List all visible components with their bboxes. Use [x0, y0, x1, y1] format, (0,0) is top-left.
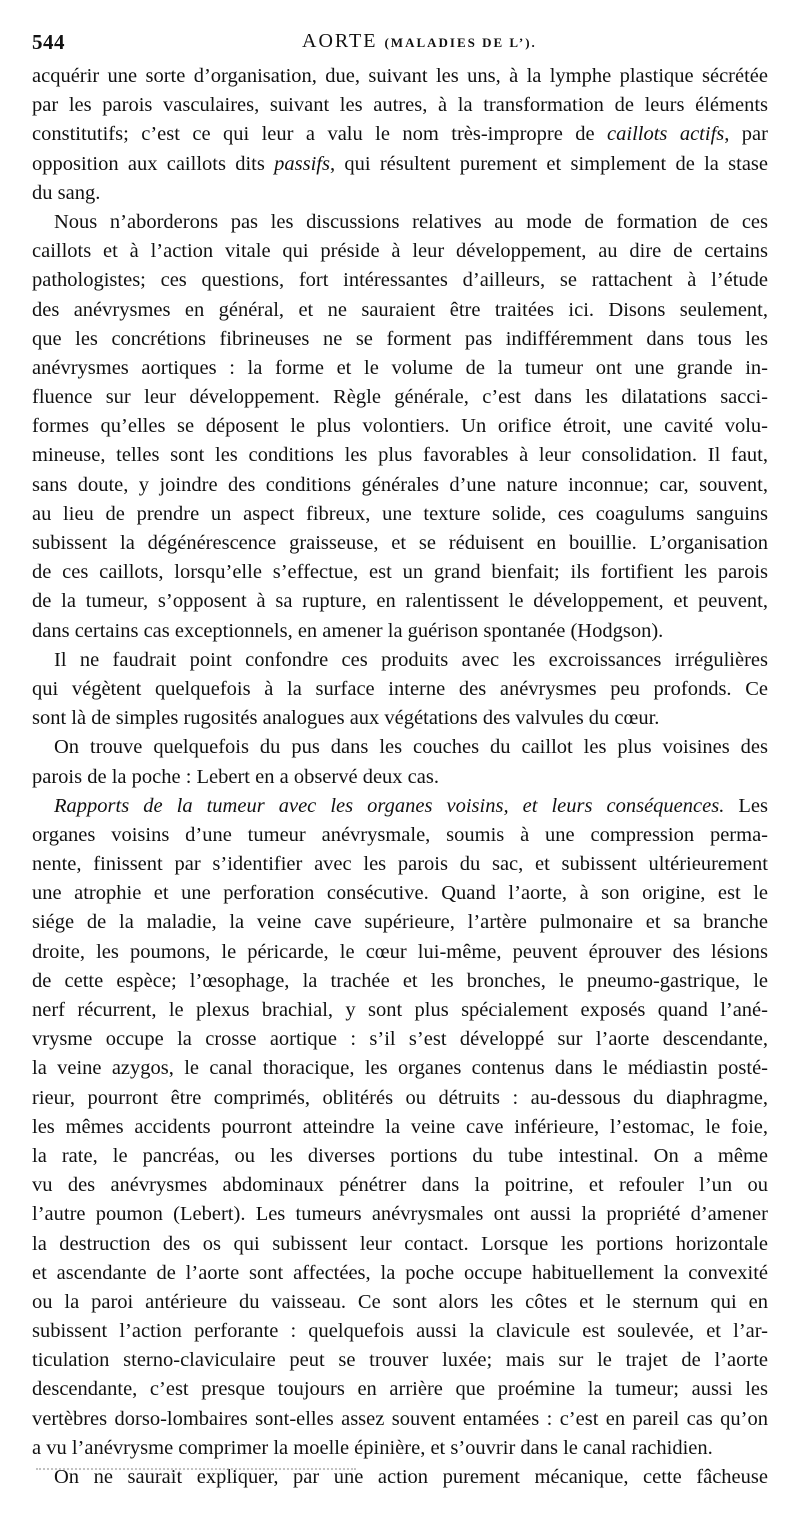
- text-line: [32, 150, 768, 179]
- text-line: [32, 1025, 768, 1054]
- text-segment: , par: [724, 123, 768, 146]
- text-segment: sans doute, y joindre des conditions générales d’une nature inconnue; car, souvent,: [32, 473, 768, 496]
- text-line: [32, 967, 768, 996]
- text-segment: Nous n’aborderons pas les discussions relatives au mode de formation de ces: [54, 210, 768, 233]
- text-segment: par les parois vasculaires, suivant les autres, à la transformation de leurs éléments: [32, 94, 768, 117]
- text-line: [32, 1375, 768, 1404]
- text-segment: la destruction des os qui subissent leur contact. Lorsque les portions horizontale: [32, 1232, 768, 1255]
- text-line: [32, 996, 768, 1025]
- text-segment: nerf récurrent, le plexus brachial, y sont plus spécialement exposés quand l’ané-: [32, 999, 768, 1021]
- text-segment: opposition aux caillots dits: [32, 152, 275, 175]
- text-line: [32, 500, 768, 529]
- text-segment: caillots et à l’action vitale qui préside à leur développement, au dire de certains: [32, 240, 768, 263]
- text-line: [32, 1434, 768, 1463]
- text-segment: l’autre poumon (Lebert). Les tumeurs anévrysmales ont aussi la propriété d’amener: [32, 1203, 768, 1226]
- text-line: [32, 1230, 768, 1259]
- text-line: [32, 383, 768, 412]
- text-segment: vertèbres dorso-lombaires sont-elles assez souvent entamées : c’est en pareil cas qu’on: [32, 1407, 768, 1430]
- text-line: [32, 1259, 768, 1288]
- text-segment: acquérir une sorte d’organisation, due, suivant les uns, à la lymphe plastique sécrétée: [32, 65, 768, 87]
- text-line: [32, 879, 768, 908]
- text-segment: mineuse, telles sont les conditions les plus favorables à leur consolidation. Il faut,: [32, 444, 768, 467]
- page-bottom-speckle: [36, 1468, 356, 1473]
- text-segment: Il ne faudrait point confondre ces produits avec les excroissances irrégulières: [54, 648, 768, 671]
- text-line: [32, 850, 768, 879]
- text-line: [32, 179, 768, 208]
- text-line: [32, 237, 768, 266]
- text-segment: et ascendante de l’aorte sont affectées, la poche occupe habituellement la convexité: [32, 1261, 768, 1284]
- text-segment: la veine azygos, le canal thoracique, les organes contenus dans le médiastin posté-: [32, 1057, 768, 1080]
- running-title-main: AORTE: [302, 30, 378, 52]
- text-line: [32, 1171, 768, 1200]
- text-segment: de ces caillots, lorsqu’elle s’effectue, est un grand bienfait; ils fortifient les parois: [32, 561, 768, 584]
- text-line: [32, 617, 768, 646]
- text-segment: siége de la maladie, la veine cave supérieure, l’artère pulmonaire et sa branche: [32, 911, 768, 934]
- text-line: [32, 646, 768, 675]
- text-line: [32, 558, 768, 587]
- text-line: [32, 763, 768, 792]
- text-line: [32, 91, 768, 120]
- text-line: [32, 587, 768, 616]
- text-segment: ou la paroi antérieure du vaisseau. Ce sont alors les côtes et le sternum qui en: [32, 1290, 768, 1313]
- text-segment: On ne saurait expliquer, par une action purement mécanique, cette fâcheuse: [54, 1466, 768, 1488]
- text-line: [32, 675, 768, 704]
- text-segment: subissent l’action perforante : quelquefois aussi la clavicule est soulevée, et l’ar-: [32, 1320, 768, 1343]
- text-segment: On trouve quelquefois du pus dans les couches du caillot les plus voisines des: [54, 736, 768, 759]
- text-segment: des anévrysmes en général, et ne sauraient être traitées ici. Disons seulement,: [32, 298, 768, 321]
- text-segment: subissent la dégénérescence graisseuse, et se réduisent en bouillie. L’organisation: [32, 532, 768, 554]
- text-line: [32, 471, 768, 500]
- text-segment: a vu l’anévrysme comprimer la moelle épinière, et s’ouvrir dans le canal rachidien.: [32, 1436, 713, 1459]
- text-segment: droite, les poumons, le péricarde, le cœur lui-même, peuvent éprouver des lésions: [32, 940, 768, 963]
- text-line: [32, 296, 768, 325]
- text-segment: que les concrétions fibrineuses ne se forment pas indifféremment dans tous les: [32, 327, 768, 350]
- running-header: [32, 30, 768, 58]
- italic-text-segment: passifs: [274, 152, 330, 175]
- text-segment: formes qu’elles se déposent le plus volontiers. Un orifice étroit, une cavité volu-: [32, 415, 768, 438]
- text-line: [32, 1113, 768, 1142]
- text-line: [32, 1200, 768, 1229]
- text-segment: fluence sur leur développement. Règle générale, c’est dans les dilatations sacci-: [32, 386, 768, 409]
- text-segment: sont là de simples rugosités analogues aux végétations des valvules du cœur.: [32, 707, 660, 730]
- text-segment: rieur, pourront être comprimés, oblitérés ou détruits : au-dessous du diaphragme,: [32, 1086, 768, 1109]
- text-segment: les mêmes accidents pourront atteindre la veine cave inférieure, l’estomac, le foie,: [32, 1115, 768, 1138]
- text-line: [32, 938, 768, 967]
- text-segment: anévrysmes aortiques : la forme et le volume de la tumeur ont une grande in-: [32, 356, 768, 379]
- text-line: [32, 1084, 768, 1113]
- text-line: [32, 1054, 768, 1083]
- text-line: [32, 412, 768, 441]
- text-line: [32, 1317, 768, 1346]
- text-line: [32, 908, 768, 937]
- text-line: [32, 441, 768, 470]
- text-segment: la rate, le pancréas, ou les diverses portions du tube intestinal. On a même: [32, 1144, 768, 1167]
- text-line: [32, 792, 768, 821]
- text-segment: pathologistes; ces questions, fort intéressantes d’ailleurs, se rattachent à l’étude: [32, 269, 768, 292]
- text-segment: ticulation sterno-claviculaire peut se trouver luxée; mais sur le trajet de l’aorte: [32, 1349, 768, 1372]
- text-segment: descendante, c’est presque toujours en arrière que proémine la tumeur; aussi les: [32, 1378, 768, 1401]
- running-title-sub: (MALADIES DE L’).: [384, 35, 537, 50]
- page-number: 544: [32, 30, 65, 54]
- text-segment: au lieu de prendre un aspect fibreux, une texture solide, ces coagulums sanguins: [32, 502, 768, 525]
- text-segment: qui végètent quelquefois à la surface interne des anévrysmes peu profonds. Ce: [32, 677, 768, 700]
- text-segment: parois de la poche : Lebert en a observé deux cas.: [32, 765, 439, 788]
- text-line: [32, 120, 768, 149]
- text-segment: Les: [724, 794, 768, 817]
- text-segment: , qui résultent purement et simplement de la stase: [329, 152, 769, 175]
- text-segment: constitutifs; c’est ce qui leur a valu le nom très-impropre de: [32, 123, 608, 146]
- body-text: [32, 62, 768, 1492]
- text-line: [32, 325, 768, 354]
- italic-text-segment: caillots actifs: [607, 123, 725, 146]
- text-segment: organes voisins d’une tumeur anévrysmale, soumis à une compression perma-: [32, 823, 768, 846]
- text-line: [32, 354, 768, 383]
- text-line: [32, 208, 768, 237]
- text-line: [32, 1346, 768, 1375]
- text-line: [32, 821, 768, 850]
- text-line: [32, 1142, 768, 1171]
- text-segment: de cette espèce; l’œsophage, la trachée et les bronches, le pneumo-gastrique, le: [32, 969, 768, 992]
- text-line: [32, 1288, 768, 1317]
- text-line: [32, 733, 768, 762]
- text-line: [32, 62, 768, 91]
- text-line: [32, 266, 768, 295]
- text-line: [32, 1405, 768, 1434]
- text-segment: vrysme occupe la crosse aortique : s’il s’est développé sur l’aorte descendante,: [32, 1028, 768, 1051]
- text-line: [32, 704, 768, 733]
- text-segment: de la tumeur, s’opposent à sa rupture, en ralentissent le développement, et peuvent,: [32, 590, 768, 613]
- running-title: [302, 30, 537, 53]
- text-segment: nente, finissent par s’identifier avec les parois du sac, et subissent ultérieurement: [32, 853, 768, 876]
- text-segment: une atrophie et une perforation consécutive. Quand l’aorte, à son origine, est le: [32, 882, 768, 905]
- text-segment: du sang.: [32, 181, 101, 204]
- text-segment: dans certains cas exceptionnels, en amener la guérison spontanée (Hodgson).: [32, 619, 664, 642]
- text-segment: vu des anévrysmes abdominaux pénétrer dans la poitrine, et refouler l’un ou: [32, 1174, 768, 1197]
- text-line: [32, 529, 768, 558]
- italic-text-segment: Rapports de la tumeur avec les organes voisins, et leurs conséquences.: [54, 794, 725, 817]
